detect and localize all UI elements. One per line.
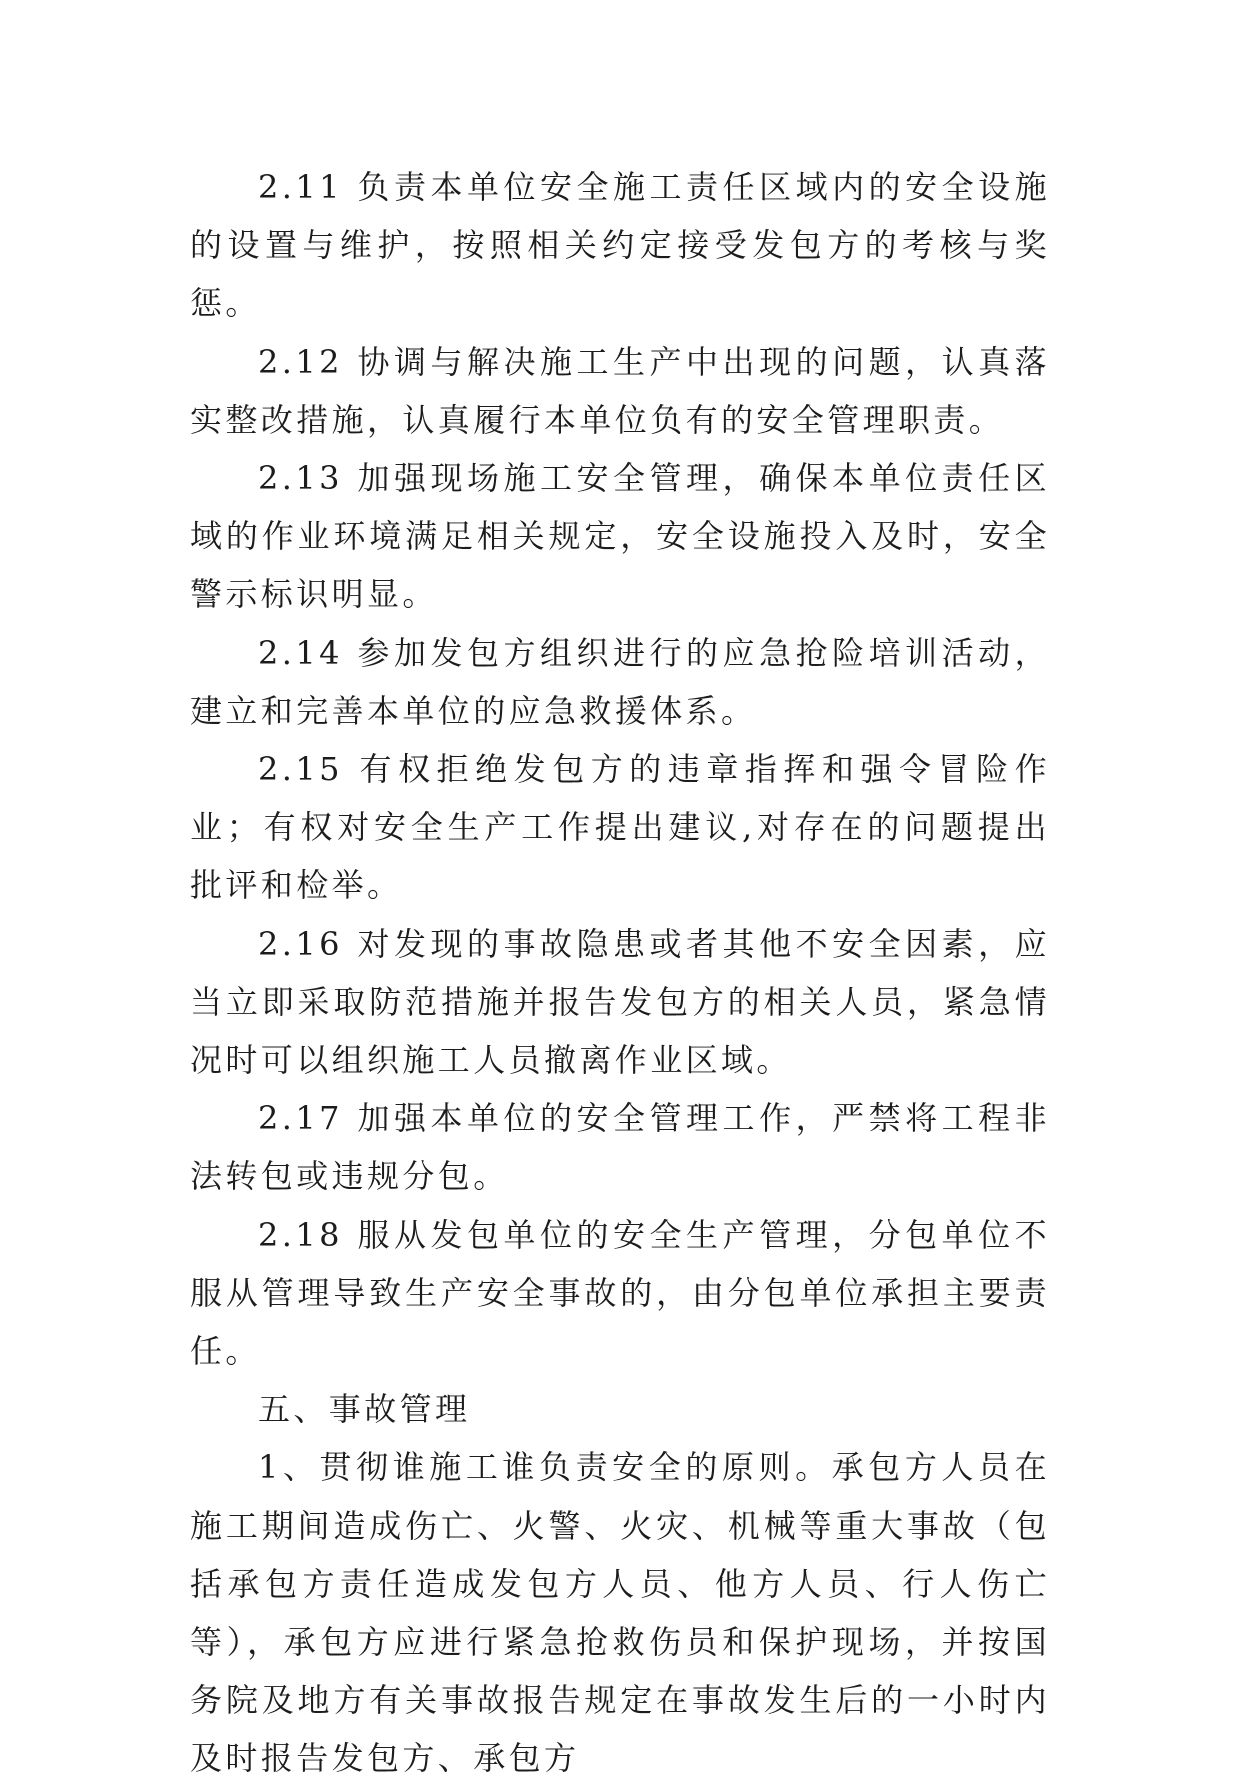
section-heading-accident-management: 五、事故管理	[258, 1390, 471, 1429]
paragraph-2-14: 2.14 参加发包方组织进行的应急抢险培训活动，建立和完善本单位的应急救援体系。	[190, 633, 1050, 730]
paragraph-2-12: 2.12 协调与解决施工生产中出现的问题，认真落实整改措施，认真履行本单位负有的安全管理职责。	[190, 342, 1050, 439]
paragraph-2-17: 2.17 加强本单位的安全管理工作，严禁将工程非法转包或违规分包。	[190, 1099, 1050, 1196]
paragraph-2-13: 2.13 加强现场施工安全管理，确保本单位责任区域的作业环境满足相关规定，安全设施投入及时，安全警示标识明显。	[190, 459, 1050, 614]
paragraph-2-11: 2.11 负责本单位安全施工责任区域内的安全设施的设置与维护，按照相关约定接受发包方的考核与奖惩。	[190, 168, 1050, 323]
paragraph-accident-1: 1、贯彻谁施工谁负责安全的原则。承包方人员在施工期间造成伤亡、火警、火灾、机械等重大事故（包括承包方责任造成发包方人员、他方人员、行人伤亡等），承包方应进行紧急抢救伤员和保护现场，并按国务院及地方有关事故报告规定在事故发生后的一小时内及时报告发包方、承包方	[190, 1448, 1050, 1778]
paragraph-2-18: 2.18 服从发包单位的安全生产管理，分包单位不服从管理导致生产安全事故的，由分包单位承担主要责任。	[190, 1215, 1050, 1371]
document-body	[190, 158, 1050, 1788]
paragraph-2-16: 2.16 对发现的事故隐患或者其他不安全因素，应当立即采取防范措施并报告发包方的相关人员，紧急情况时可以组织施工人员撤离作业区域。	[190, 924, 1050, 1080]
paragraph-2-15: 2.15 有权拒绝发包方的违章指挥和强令冒险作业；有权对安全生产工作提出建议,对存在的问题提出批评和检举。	[190, 750, 1050, 905]
